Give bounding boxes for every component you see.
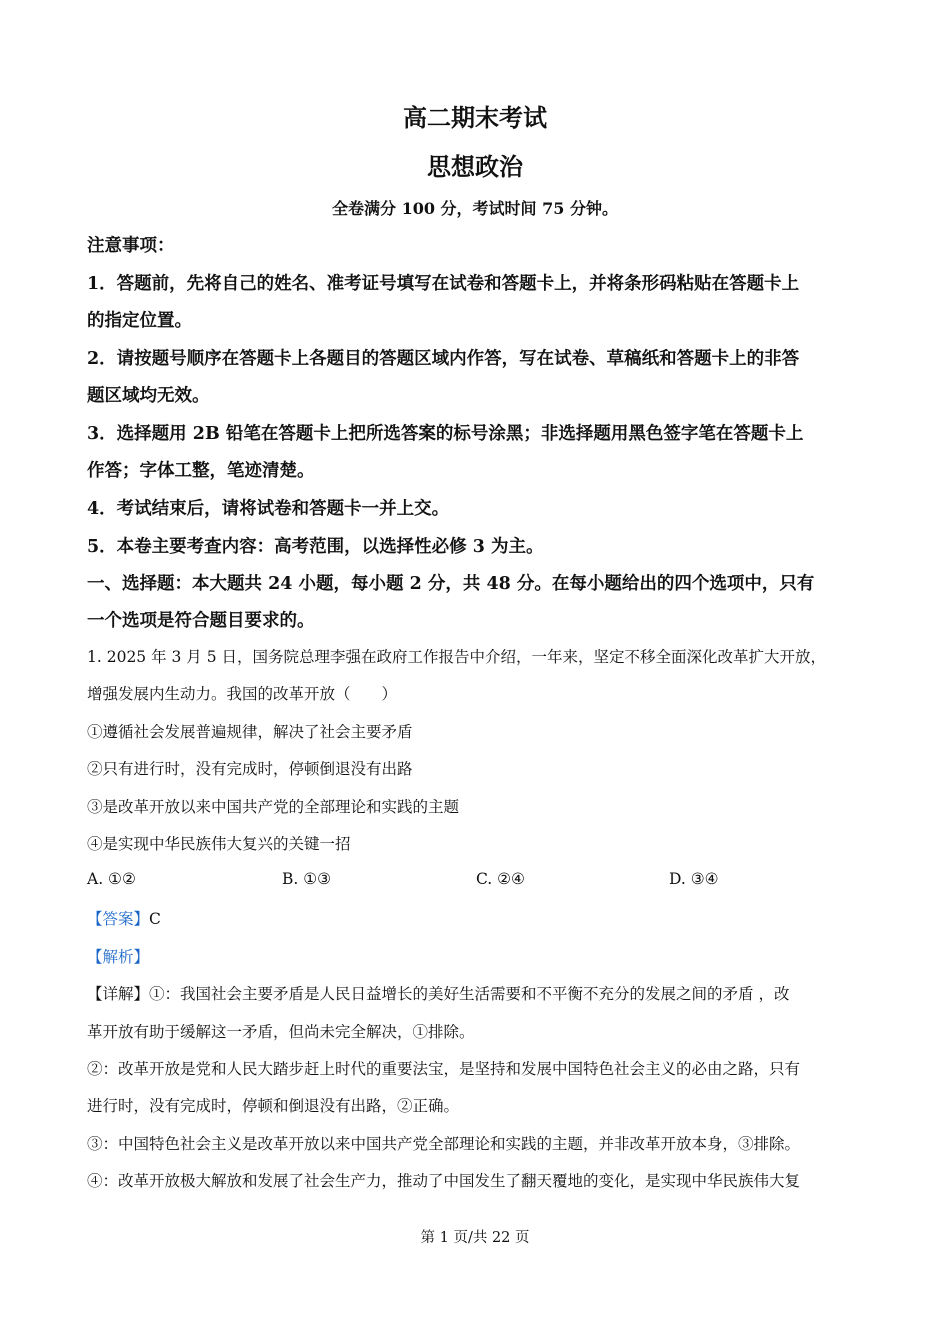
note-line: 1．答题前，先将自己的姓名、准考证号填写在试卷和答题卡上，并将条形码粘贴在答题卡上 bbox=[87, 274, 800, 294]
note-line: 4．考试结束后，请将试卷和答题卡一并上交。 bbox=[87, 499, 450, 519]
note-line: 5．本卷主要考查内容：高考范围，以选择性必修 3 为主。 bbox=[87, 537, 544, 557]
exam-info: 全卷满分 100 分，考试时间 75 分钟。 bbox=[332, 199, 618, 218]
analysis-tag: 【解析】 bbox=[87, 948, 150, 966]
statement: ③是改革开放以来中国共产党的全部理论和实践的主题 bbox=[87, 798, 460, 816]
detail-line: 进行时，没有完成时，停顿和倒退没有出路，②正确。 bbox=[87, 1097, 460, 1115]
answer-tag: 【答案】 bbox=[87, 910, 150, 928]
option-d: D. ③④ bbox=[669, 870, 719, 888]
note-line: 的指定位置。 bbox=[87, 311, 192, 331]
answer-line bbox=[87, 907, 161, 929]
detail-line: ④：改革开放极大解放和发展了社会生产力，推动了中国发生了翻天覆地的变化，是实现中华民族伟大复 bbox=[87, 1172, 801, 1190]
note-line: 3．选择题用 2B 铅笔在答题卡上把所选答案的标号涂黑；非选择题用黑色签字笔在答题卡上 bbox=[87, 424, 804, 444]
detail-line bbox=[87, 982, 789, 1004]
exam-subject: 思想政治 bbox=[427, 152, 523, 181]
exam-title: 高二期末考试 bbox=[403, 103, 547, 132]
option-c: C. ②④ bbox=[476, 870, 525, 888]
section-heading: 一、选择题：本大题共 24 小题，每小题 2 分，共 48 分。在每小题给出的四个选项中，只有 bbox=[87, 574, 815, 594]
statement: ④是实现中华民族伟大复兴的关键一招 bbox=[87, 835, 351, 853]
page-number: 第 1 页/共 22 页 bbox=[420, 1230, 530, 1246]
section-heading-cont: 一个选项是符合题目要求的。 bbox=[87, 611, 315, 631]
detail-line: 革开放有助于缓解这一矛盾，但尚未完全解决，①排除。 bbox=[87, 1023, 475, 1041]
question-stem: 1. 2025 年 3 月 5 日，国务院总理李强在政府工作报告中介绍，一年来，坚定不移全面深化改革扩大开放， bbox=[87, 648, 827, 666]
question-stem: 增强发展内生动力。我国的改革开放（ ） bbox=[87, 685, 398, 703]
option-b: B. ①③ bbox=[282, 870, 332, 888]
detail-tag: 【详解】 bbox=[87, 985, 150, 1003]
detail-line: ②：改革开放是党和人民大踏步赶上时代的重要法宝，是坚持和发展中国特色社会主义的必由之路，只有 bbox=[87, 1060, 801, 1078]
notes-heading: 注意事项： bbox=[87, 236, 175, 256]
note-line: 作答；字体工整，笔迹清楚。 bbox=[87, 461, 315, 481]
statement: ①遵循社会发展普遍规律，解决了社会主要矛盾 bbox=[87, 723, 413, 741]
note-line: 2．请按题号顺序在答题卡上各题目的答题区域内作答，写在试卷、草稿纸和答题卡上的非答 bbox=[87, 349, 800, 369]
answer-value: C bbox=[149, 910, 161, 928]
statement: ②只有进行时，没有完成时，停顿倒退没有出路 bbox=[87, 760, 413, 778]
detail-line: ③：中国特色社会主义是改革开放以来中国共产党全部理论和实践的主题，并非改革开放本身，③排除。 bbox=[87, 1135, 801, 1153]
detail-text: ①：我国社会主要矛盾是人民日益增长的美好生活需要和不平衡不充分的发展之间的矛盾 ，改 bbox=[149, 985, 790, 1003]
option-a: A. ①② bbox=[87, 870, 136, 888]
note-line: 题区域均无效。 bbox=[87, 386, 210, 406]
